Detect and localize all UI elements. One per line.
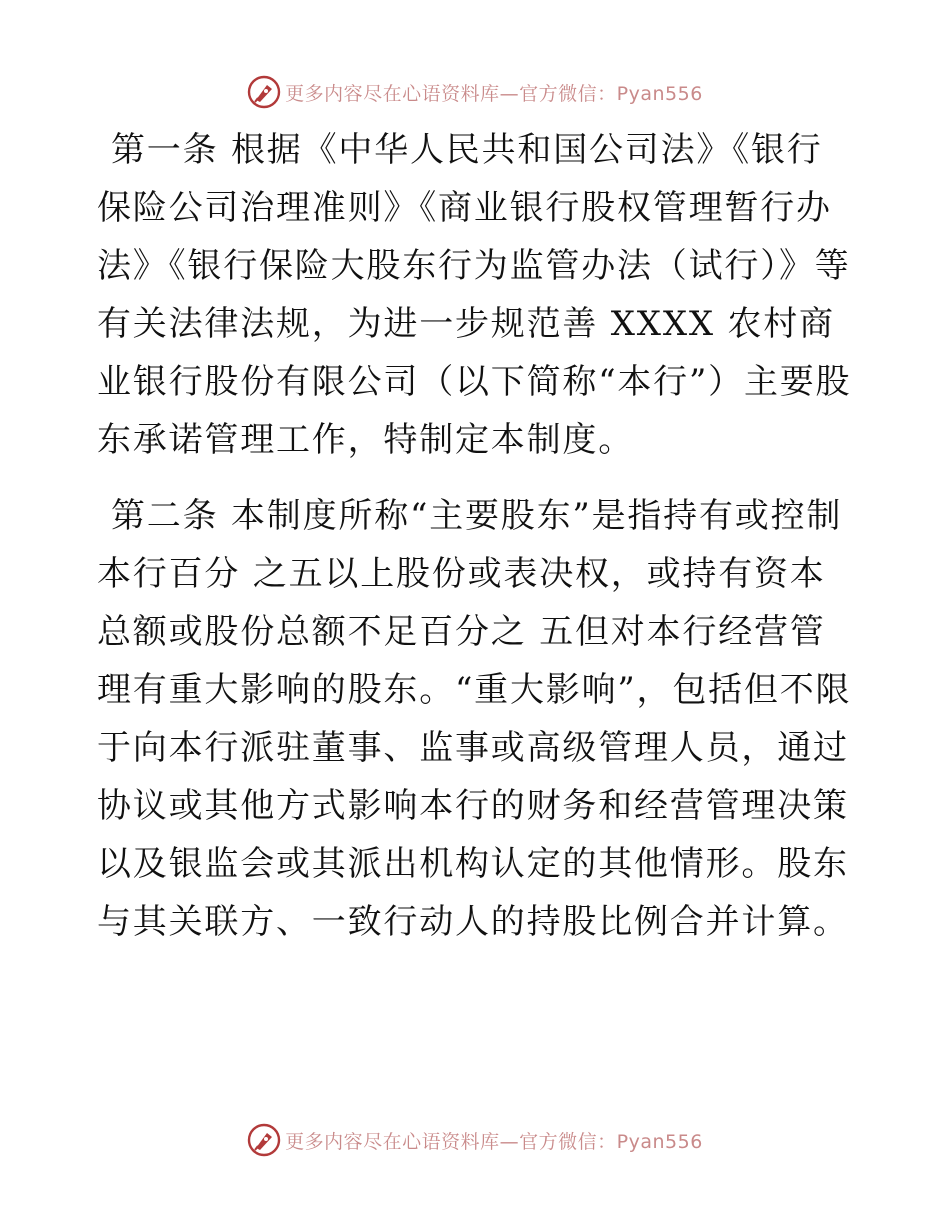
pen-nib-logo-icon: [247, 75, 281, 109]
header-watermark: [0, 72, 950, 112]
watermark-text: 更多内容尽在心语资料库—官方微信：Pyan556: [285, 82, 703, 105]
watermark-text: 更多内容尽在心语资料库—官方微信：Pyan556: [285, 1130, 703, 1153]
article-2-paragraph: 第二条 本制度所称“主要股东”是指持有或控制本行百分 之五以上股份或表决权，或持有资本总额或股份总额不足百分之 五但对本行经营管理有重大影响的股东。“重大影响”，包括但不限于向本行派驻董事、监事或高级管理人员，通过协议或其他方式影响本行的财务和经营管理决策以及银监会或其派出机构认定的其他情形。股东与其关联方、一致行动人的持股比例合并计算。: [97, 496, 852, 942]
pen-nib-logo-icon: [247, 1123, 281, 1157]
document-body: [97, 121, 857, 951]
article-1-paragraph: 第一条 根据《中华人民共和国公司法》《银行保险公司治理准则》《商业银行股权管理暂行办法》《银行保险大股东行为监管办法（试行）》等有关法律法规，为进一步规范善 XXXX 农村商业银行股份有限公司（以下简称“本行”）主要股东承诺管理工作，特制定本制度。: [97, 130, 852, 460]
footer-watermark: [0, 1120, 950, 1160]
